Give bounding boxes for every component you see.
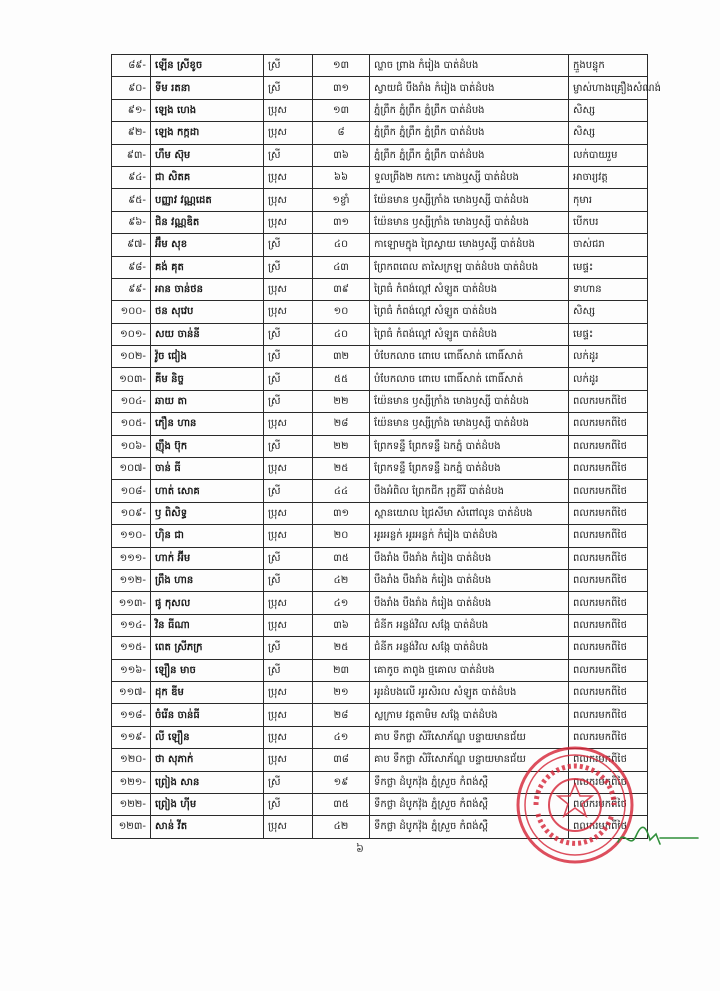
person-name: ជិន វណ្ណឌិត: [151, 211, 264, 233]
person-address: ទឹកថ្លា ដំបូកវ៉ុង ភ្នំស្រួច កំពង់ស្ពឺ: [370, 816, 569, 838]
person-sex: ប្រុស: [264, 592, 313, 614]
person-name: ឫ ពិសិទ្ធ: [151, 502, 264, 524]
person-address: បំបែកលាច ពោបេ ពោធិ៍សាត់ ពោធិ៍សាត់: [370, 368, 569, 390]
person-occupation: ពលករមកពីថៃ: [569, 569, 648, 591]
person-age: ២១: [313, 681, 370, 703]
row-number: ១១០-: [112, 525, 151, 547]
table-row: [112, 144, 648, 166]
row-number: ៩៦-: [112, 211, 151, 233]
person-sex: ស្រី: [264, 144, 313, 166]
person-address: គាប ទឹកថ្លា សិរីសោភ័ណ្ឌ បន្ទាយមានជ័យ: [370, 749, 569, 771]
person-name: ឡឿន មាច: [151, 659, 264, 681]
person-occupation: ពលករមកពីថៃ: [569, 458, 648, 480]
table-row: [112, 681, 648, 703]
person-address: ទឹកថ្លា ដំបូកវ៉ុង ភ្នំស្រួច កំពង់ស្ពឺ: [370, 771, 569, 793]
person-address: ទឹកថ្លា ដំបូកវ៉ុង ភ្នំស្រួច កំពង់ស្ពឺ: [370, 793, 569, 815]
row-number: ៩៤-: [112, 166, 151, 188]
table-row: [112, 614, 648, 636]
person-address: យ៉ែនមាន ឫស្សីក្រាំង មោងឫស្សី បាត់ដំបង: [370, 211, 569, 233]
row-number: ៩៧-: [112, 234, 151, 256]
person-sex: ស្រី: [264, 480, 313, 502]
person-age: ២៥: [313, 637, 370, 659]
person-address: ព្រៃធំ កំពង់ល្ពៅ សំឡូត បាត់ដំបង: [370, 278, 569, 300]
row-number: ១១៦-: [112, 659, 151, 681]
person-address: ព្រៃធំ កំពង់ល្ពៅ សំឡូត បាត់ដំបង: [370, 323, 569, 345]
table-row: [112, 368, 648, 390]
person-name: ព្រៀង ហ៊ីម: [151, 793, 264, 815]
row-number: ១១៤-: [112, 614, 151, 636]
person-name: គង់ គុត: [151, 256, 264, 278]
person-occupation: ពលករមកពីថៃ: [569, 749, 648, 771]
person-address: យ៉ែនមាន ឫស្សីក្រាំង មោងឫស្សី បាត់ដំបង: [370, 413, 569, 435]
person-age: ២២: [313, 390, 370, 412]
person-name: អ៊ឹម សុខ: [151, 234, 264, 256]
row-number: ១០២-: [112, 346, 151, 368]
person-name: ពេត ស្រីភក្រ: [151, 637, 264, 659]
person-sex: ស្រី: [264, 637, 313, 659]
person-occupation: ពលករមកពីថៃ: [569, 390, 648, 412]
person-age: ២៨: [313, 704, 370, 726]
row-number: ៨៩-: [112, 55, 151, 77]
person-name: បញ្ញាវ វណ្ណដេត: [151, 189, 264, 211]
table-row: [112, 234, 648, 256]
person-address: យ៉ែនមាន ឫស្សីក្រាំង មោងឫស្សី បាត់ដំបង: [370, 390, 569, 412]
row-number: ១១៩-: [112, 726, 151, 748]
person-age: ៤៣: [313, 256, 370, 278]
person-age: ៣៥: [313, 547, 370, 569]
person-occupation: ពលករមកពីថៃ: [569, 480, 648, 502]
row-number: ៩៨-: [112, 256, 151, 278]
person-age: ៣១: [313, 77, 370, 99]
row-number: ១០៧-: [112, 458, 151, 480]
row-number: ១១១-: [112, 547, 151, 569]
table-row: [112, 189, 648, 211]
person-occupation: ចាស់ជរា: [569, 234, 648, 256]
row-number: ១១៣-: [112, 592, 151, 614]
person-age: ៣៦: [313, 614, 370, 636]
person-address: ល្ហាច ព្រាង កំរៀង បាត់ដំបង: [370, 55, 569, 77]
row-number: ១១៨-: [112, 704, 151, 726]
person-occupation: ពលករមកពីថៃ: [569, 816, 648, 838]
person-sex: ប្រុស: [264, 458, 313, 480]
person-age: ១០: [313, 301, 370, 323]
person-occupation: ពលករមកពីថៃ: [569, 771, 648, 793]
person-address: បឹងអំពិល ព្រែកជីក រុក្ខគីរី បាត់ដំបង: [370, 480, 569, 502]
person-name: គីម និច្ច: [151, 368, 264, 390]
person-sex: ប្រុស: [264, 525, 313, 547]
person-age: ២៣: [313, 659, 370, 681]
person-address: ភ្នំព្រឹក ភ្នំព្រឹក ភ្នំព្រឹក បាត់ដំបង: [370, 99, 569, 121]
person-address: ព្រែកពពេល តាសៃក្រឡ បាត់ដំបង បាត់ដំបង: [370, 256, 569, 278]
person-name: ជា សិតគ: [151, 166, 264, 188]
row-number: ១០៨-: [112, 480, 151, 502]
person-age: ៤០: [313, 234, 370, 256]
person-age: ៣១: [313, 211, 370, 233]
person-address: ព្រៃធំ កំពង់ល្ពៅ សំឡូត បាត់ដំបង: [370, 301, 569, 323]
table-row: [112, 458, 648, 480]
person-occupation: ទាហាន: [569, 278, 648, 300]
table-row: [112, 256, 648, 278]
person-occupation: សិស្ស: [569, 301, 648, 323]
person-name: ឡេង កក្កដា: [151, 122, 264, 144]
person-age: ៤១: [313, 592, 370, 614]
person-address: ទួលព្រីង២ កកោះ ភោងឬស្សី បាត់ដំបង: [370, 166, 569, 188]
row-number: ៩១-: [112, 99, 151, 121]
row-number: ៩៥-: [112, 189, 151, 211]
person-age: ៨: [313, 122, 370, 144]
row-number: ១២២-: [112, 793, 151, 815]
table-row: [112, 323, 648, 345]
person-occupation: ពលករមកពីថៃ: [569, 435, 648, 457]
person-name: ចំរើន ចាន់ធី: [151, 704, 264, 726]
person-address: ភ្នំព្រឹក ភ្នំព្រឹក ភ្នំព្រឹក បាត់ដំបង: [370, 144, 569, 166]
person-occupation: បើកបរ: [569, 211, 648, 233]
row-number: ១២៣-: [112, 816, 151, 838]
person-sex: ស្រី: [264, 659, 313, 681]
person-name: ថា សុភាក់: [151, 749, 264, 771]
table-row: [112, 166, 648, 188]
person-occupation: មេផ្ទះ: [569, 323, 648, 345]
table-row: [112, 771, 648, 793]
person-sex: ប្រុស: [264, 278, 313, 300]
person-name: ឡើន ស្រីខូច: [151, 55, 264, 77]
person-sex: ប្រុស: [264, 749, 313, 771]
person-occupation: លក់ដូរ: [569, 346, 648, 368]
row-number: ១០០-: [112, 301, 151, 323]
table-row: [112, 390, 648, 412]
person-age: ៣៦: [313, 144, 370, 166]
person-name: ហាត់ សោគ: [151, 480, 264, 502]
table-row: [112, 480, 648, 502]
person-occupation: ពលករមកពីថៃ: [569, 704, 648, 726]
person-sex: ស្រី: [264, 323, 313, 345]
person-address: បឹងរាំង បឹងរាំង កំរៀង បាត់ដំបង: [370, 547, 569, 569]
person-occupation: ពលករមកពីថៃ: [569, 413, 648, 435]
table-row: [112, 547, 648, 569]
person-name: សាន់ វីត: [151, 816, 264, 838]
person-name: ភឿន ហាន: [151, 413, 264, 435]
person-name: វិន ធីណា: [151, 614, 264, 636]
person-age: ៤២: [313, 816, 370, 838]
table-row: [112, 569, 648, 591]
person-age: ២៥: [313, 458, 370, 480]
person-occupation: ពលករមកពីថៃ: [569, 525, 648, 547]
person-occupation: ពលករមកពីថៃ: [569, 793, 648, 815]
person-name: ញ៉ឹង ប៊ុក: [151, 435, 264, 457]
person-occupation: សិស្ស: [569, 122, 648, 144]
person-occupation: កុមារ: [569, 189, 648, 211]
row-number: ១១២-: [112, 569, 151, 591]
person-address: អូរអន្លក់ អូរអន្លក់ កំរៀង បាត់ដំបង: [370, 525, 569, 547]
person-name: ឆាយ តា: [151, 390, 264, 412]
row-number: ១០៥-: [112, 413, 151, 435]
person-age: ៥៥: [313, 368, 370, 390]
person-address: គោកូច តាពូង ថ្មគោល បាត់ដំបង: [370, 659, 569, 681]
table-row: [112, 726, 648, 748]
person-sex: ស្រី: [264, 435, 313, 457]
person-name: ឡេង ហេង: [151, 99, 264, 121]
row-number: ៩៣-: [112, 144, 151, 166]
person-sex: ប្រុស: [264, 189, 313, 211]
person-sex: ស្រី: [264, 346, 313, 368]
person-address: ភ្នំព្រឹក ភ្នំព្រឹក ភ្នំព្រឹក បាត់ដំបង: [370, 122, 569, 144]
table-row: [112, 413, 648, 435]
page-number: ៦: [356, 842, 364, 855]
table-row: [112, 793, 648, 815]
person-address: បឹងរាំង បឹងរាំង កំរៀង បាត់ដំបង: [370, 569, 569, 591]
table-row: [112, 122, 648, 144]
person-address: ស្លក្រាម វត្តតាមិម សង្កែ បាត់ដំបង: [370, 704, 569, 726]
person-sex: ប្រុស: [264, 122, 313, 144]
person-sex: ប្រុស: [264, 816, 313, 838]
person-name: ព្រៀង សាន: [151, 771, 264, 793]
person-sex: ប្រុស: [264, 166, 313, 188]
person-age: ៣៥: [313, 793, 370, 815]
person-address: ជំនីក អន្លង់វិល សង្កែ បាត់ដំបង: [370, 614, 569, 636]
person-occupation: លក់ដូរ: [569, 368, 648, 390]
person-age: ៤៤: [313, 480, 370, 502]
person-occupation: ពលករមកពីថៃ: [569, 726, 648, 748]
person-age: ១ខ្ចាំ: [313, 189, 370, 211]
person-age: ៣៨: [313, 749, 370, 771]
table-row: [112, 55, 648, 77]
person-address: កាឡោមក្នុង ព្រៃស្វាយ មោងឫស្សី បាត់ដំបង: [370, 234, 569, 256]
row-number: ១០៣-: [112, 368, 151, 390]
row-number: ១២១-: [112, 771, 151, 793]
person-address: ព្រែកទន្ទឹ ព្រែកទន្ទឹ ឯកភ្នំ បាត់ដំបង: [370, 458, 569, 480]
row-number: ១០៤-: [112, 390, 151, 412]
person-sex: ស្រី: [264, 55, 313, 77]
table-row: [112, 435, 648, 457]
person-sex: ប្រុស: [264, 502, 313, 524]
person-occupation: ពលករមកពីថៃ: [569, 681, 648, 703]
table-row: [112, 99, 648, 121]
person-age: ១៣: [313, 99, 370, 121]
patient-roster-table: [111, 54, 661, 839]
person-sex: ប្រុស: [264, 413, 313, 435]
table-row: [112, 749, 648, 771]
person-address: អូរដំបងលើ អូរសិរល សំឡូត បាត់ដំបង: [370, 681, 569, 703]
person-address: បឹងរាំង បឹងរាំង កំរៀង បាត់ដំបង: [370, 592, 569, 614]
row-number: ៩២-: [112, 122, 151, 144]
person-name: ផូ កុសល: [151, 592, 264, 614]
row-number: ១១៥-: [112, 637, 151, 659]
table-row: [112, 659, 648, 681]
person-occupation: ពលករមកពីថៃ: [569, 547, 648, 569]
person-name: សយ ចាន់នី: [151, 323, 264, 345]
person-sex: ប្រុស: [264, 614, 313, 636]
person-name: ចាន់ ធី: [151, 458, 264, 480]
person-name: អាន ចាន់ថន: [151, 278, 264, 300]
person-age: ៦៦: [313, 166, 370, 188]
person-sex: ស្រី: [264, 390, 313, 412]
person-sex: ស្រី: [264, 569, 313, 591]
table-row: [112, 502, 648, 524]
row-number: ១២០-: [112, 749, 151, 771]
table-row: [112, 301, 648, 323]
person-sex: ប្រុស: [264, 726, 313, 748]
person-age: ២២: [313, 435, 370, 457]
person-sex: ស្រី: [264, 256, 313, 278]
person-occupation: លក់បាយរួម: [569, 144, 648, 166]
person-address: ស្ពានយោល ជ្រៃសីមា សំពៅលូន បាត់ដំបង: [370, 502, 569, 524]
person-age: ៣២: [313, 346, 370, 368]
row-number: ១០៦-: [112, 435, 151, 457]
table-row: [112, 211, 648, 233]
person-address: ព្រែកទន្ទឹ ព្រែកទន្ទឹ ឯកភ្នំ បាត់ដំបង: [370, 435, 569, 457]
person-sex: ប្រុស: [264, 681, 313, 703]
person-age: ១៩: [313, 771, 370, 793]
person-age: ៤០: [313, 323, 370, 345]
person-address: គាប ទឹកថ្លា សិរីសោភ័ណ្ឌ បន្ទាយមានជ័យ: [370, 726, 569, 748]
table-row: [112, 816, 648, 838]
table-row: [112, 77, 648, 99]
person-age: ៤២: [313, 569, 370, 591]
person-sex: ស្រី: [264, 234, 313, 256]
person-name: ហ៊ិន ជា: [151, 525, 264, 547]
person-occupation: ក្មួងបន្ទុក: [569, 55, 648, 77]
table-row: [112, 704, 648, 726]
person-address: ជំនីក អន្លង់វិល សង្កែ បាត់ដំបង: [370, 637, 569, 659]
person-sex: ស្រី: [264, 793, 313, 815]
person-sex: ប្រុស: [264, 99, 313, 121]
person-name: លី ឡឿន: [151, 726, 264, 748]
person-sex: ប្រុស: [264, 704, 313, 726]
table-row: [112, 346, 648, 368]
person-name: វ៉ូច ជៀង: [151, 346, 264, 368]
table-row: [112, 278, 648, 300]
row-number: ១០១-: [112, 323, 151, 345]
person-occupation: ពលករមកពីថៃ: [569, 502, 648, 524]
person-name: ទីម រតនា: [151, 77, 264, 99]
person-name: ដុក ឌីម: [151, 681, 264, 703]
row-number: ៩៩-: [112, 278, 151, 300]
person-name: ហាក់ អ៊ីម: [151, 547, 264, 569]
row-number: ៩០-: [112, 77, 151, 99]
person-occupation: ម្ចាស់ហាងគ្រឿងសំណង់: [569, 77, 648, 99]
person-age: ១៣: [313, 55, 370, 77]
person-name: ហឹម ស៊ុម: [151, 144, 264, 166]
person-age: ៣១: [313, 502, 370, 524]
person-sex: ប្រុស: [264, 301, 313, 323]
person-sex: ស្រី: [264, 771, 313, 793]
person-age: ២៨: [313, 413, 370, 435]
person-name: ព្រឹង ហាន: [151, 569, 264, 591]
person-age: ៣៩: [313, 278, 370, 300]
row-number: ១១៧-: [112, 681, 151, 703]
person-sex: ស្រី: [264, 368, 313, 390]
person-name: ថន សុវេប: [151, 301, 264, 323]
person-sex: ប្រុស: [264, 211, 313, 233]
person-address: បំបែកលាច ពោបេ ពោធិ៍សាត់ ពោធិ៍សាត់: [370, 346, 569, 368]
roster-table-body: [112, 55, 661, 839]
person-occupation: ពលករមកពីថៃ: [569, 659, 648, 681]
table-row: [112, 637, 648, 659]
table-row: [112, 592, 648, 614]
person-age: ៤១: [313, 726, 370, 748]
row-number: ១០៩-: [112, 502, 151, 524]
person-age: ២០: [313, 525, 370, 547]
person-occupation: ពលករមកពីថៃ: [569, 614, 648, 636]
person-occupation: អាចារ្យវត្ត: [569, 166, 648, 188]
person-sex: ស្រី: [264, 547, 313, 569]
person-address: យ៉ែនមាន ឫស្សីក្រាំង មោងឫស្សី បាត់ដំបង: [370, 189, 569, 211]
person-occupation: ពលករមកពីថៃ: [569, 592, 648, 614]
person-sex: ស្រី: [264, 77, 313, 99]
person-occupation: សិស្ស: [569, 99, 648, 121]
person-occupation: ពលករមកពីថៃ: [569, 637, 648, 659]
person-address: ស្វាយជំ បឹងរាំង កំរៀង បាត់ដំបង: [370, 77, 569, 99]
person-occupation: មេផ្ទះ: [569, 256, 648, 278]
table-row: [112, 525, 648, 547]
